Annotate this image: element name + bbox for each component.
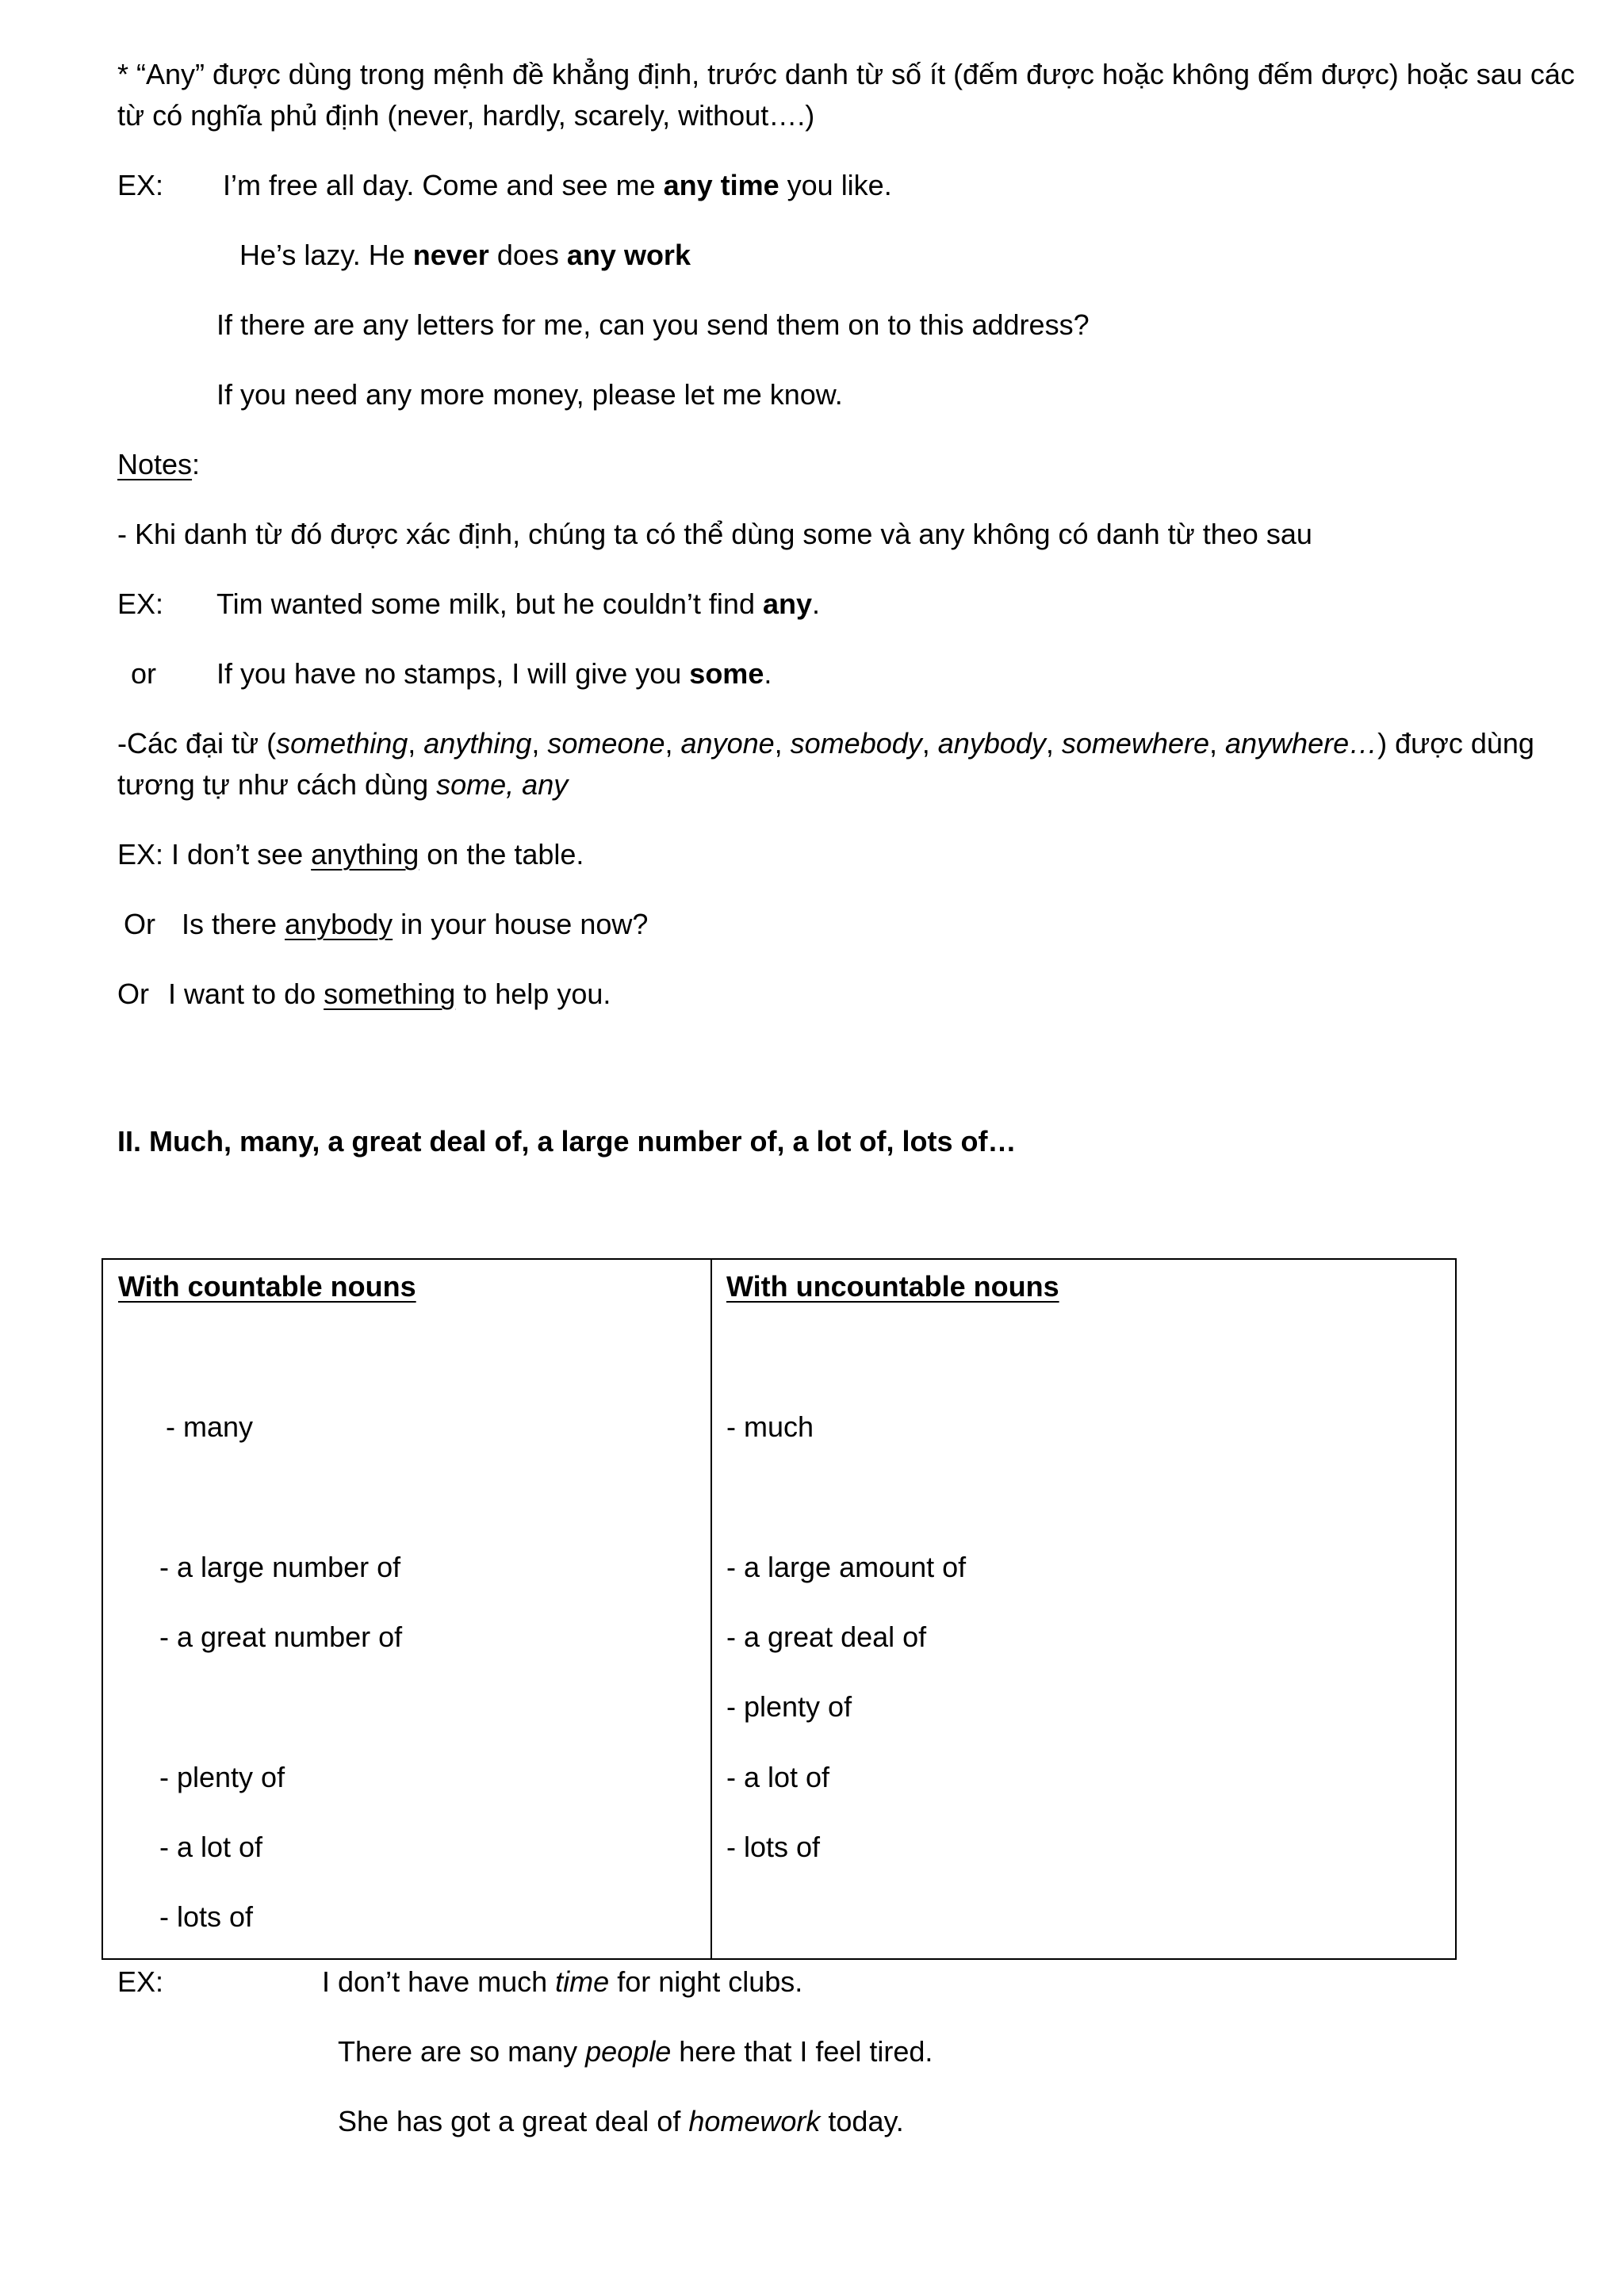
ex-bold: any time xyxy=(663,169,779,201)
uncountable-item: - lots of xyxy=(726,1831,821,1863)
note-example-1 xyxy=(216,584,820,625)
note-example-5-label xyxy=(117,974,149,1015)
pronoun-item: anything xyxy=(423,727,532,760)
note-text: tương tự như cách dùng xyxy=(117,768,437,801)
countable-item: - plenty of xyxy=(159,1761,285,1793)
uncountable-item: - a lot of xyxy=(726,1761,830,1793)
pronoun-item: somebody xyxy=(790,727,922,760)
quantifier-table xyxy=(102,1258,1457,1960)
note-text: -Các đại từ ( xyxy=(117,727,277,760)
ex-text: I want to do xyxy=(168,978,324,1010)
pronoun-item: anybody xyxy=(937,727,1046,760)
uncountable-header: With uncountable nouns xyxy=(726,1270,1059,1303)
intro-text-1: * “Any” được dùng trong mệnh đề khẳng định, trước danh từ số ít (đếm được hoặc không đếm được) hoặc sau các xyxy=(117,58,1575,90)
section-2-heading xyxy=(117,1121,1017,1162)
note-1 xyxy=(117,514,1312,555)
pronoun-item: anywhere… xyxy=(1225,727,1378,760)
or-label: or xyxy=(131,657,157,690)
notes-heading xyxy=(117,444,200,485)
uncountable-item: - plenty of xyxy=(726,1690,852,1723)
ex-text: you like. xyxy=(779,169,892,201)
pronoun-separator: , xyxy=(665,727,681,760)
ex-text: to help you. xyxy=(455,978,611,1010)
pronoun-separator: , xyxy=(774,727,791,760)
ex-italic: time xyxy=(555,1965,610,1998)
ex-underlined: something xyxy=(324,978,456,1010)
or-label: Or xyxy=(117,978,149,1010)
ex-bold: any xyxy=(762,587,813,620)
uncountable-column xyxy=(711,1259,1456,1959)
note-2-line-1 xyxy=(117,723,1534,764)
or-label: Or xyxy=(124,908,155,940)
ex-label: EX: xyxy=(117,587,164,620)
countable-item: - a large number of xyxy=(159,1551,401,1583)
note-ex-label xyxy=(117,584,163,625)
ex-underlined: anything xyxy=(311,838,419,871)
note-text: ) được dùng xyxy=(1377,727,1534,760)
pronoun-separator: , xyxy=(1045,727,1062,760)
ex-text: I’m free all day. Come and see me xyxy=(223,169,664,201)
note-2-line-2 xyxy=(117,764,568,806)
pronoun-separator: , xyxy=(408,727,424,760)
pronoun-separator: , xyxy=(1209,727,1226,760)
example-any-4 xyxy=(216,374,843,415)
much-example-3 xyxy=(338,2101,904,2142)
ex-text: If you have no stamps, I will give you xyxy=(216,657,690,690)
intro-line-2 xyxy=(117,95,814,136)
ex-text: He’s lazy. He xyxy=(239,239,413,271)
note-or-label xyxy=(131,653,156,695)
ex-text: in your house now? xyxy=(393,908,649,940)
uncountable-item: - much xyxy=(726,1410,814,1443)
ex-text: She has got a great deal of xyxy=(338,2105,689,2137)
table-row xyxy=(102,1259,1456,1959)
uncountable-item: - a large amount of xyxy=(726,1551,967,1583)
ex-text: There are so many xyxy=(338,2035,586,2068)
ex-text: today. xyxy=(820,2105,904,2137)
ex-text: does xyxy=(488,239,567,271)
uncountable-item: - a great deal of xyxy=(726,1621,927,1653)
example-any-1 xyxy=(223,165,892,206)
ex-label: EX: xyxy=(117,838,172,871)
ex-text: Tim wanted some milk, but he couldn’t find xyxy=(216,587,763,620)
ex-text: Is there xyxy=(182,908,285,940)
note-example-4 xyxy=(182,904,648,945)
ex-italic: people xyxy=(585,2035,672,2068)
countable-item: - lots of xyxy=(159,1900,254,1933)
pronoun-separator: , xyxy=(921,727,938,760)
much-example-1 xyxy=(322,1961,802,2003)
ex-label: EX: xyxy=(117,169,164,201)
ex-underlined: anybody xyxy=(285,908,393,940)
ex-label: EX: xyxy=(117,1965,164,1998)
pronoun-item: somewhere xyxy=(1061,727,1209,760)
ex-text: If you need any more money, please let me know. xyxy=(216,378,843,411)
ex-text: . xyxy=(812,587,821,620)
countable-item: - a great number of xyxy=(159,1621,403,1653)
notes-label: Notes xyxy=(117,448,193,480)
note-example-5 xyxy=(168,974,611,1015)
pronoun-item: someone xyxy=(547,727,665,760)
notes-colon: : xyxy=(192,448,201,480)
note-example-3 xyxy=(117,834,584,875)
countable-header: With countable nouns xyxy=(118,1270,416,1303)
example-any-3 xyxy=(216,304,1090,346)
ex-text: I don’t see xyxy=(171,838,312,871)
ex-text: on the table. xyxy=(419,838,584,871)
note-example-4-label xyxy=(124,904,155,945)
pronoun-item: something xyxy=(276,727,408,760)
much-example-label xyxy=(117,1961,163,2003)
countable-column xyxy=(102,1259,711,1959)
ex-text: I don’t have much xyxy=(322,1965,556,1998)
pronoun-separator: , xyxy=(531,727,548,760)
example-label xyxy=(117,165,163,206)
example-any-2 xyxy=(239,235,691,276)
intro-line-1 xyxy=(117,54,1575,95)
countable-item: - many xyxy=(166,1410,254,1443)
note-example-2 xyxy=(216,653,772,695)
pronoun-item: anyone xyxy=(680,727,775,760)
ex-bold: never xyxy=(412,239,489,271)
intro-text-2: từ có nghĩa phủ định (never, hardly, scarely, without….) xyxy=(117,99,815,132)
note-text: - Khi danh từ đó được xác định, chúng ta có thể dùng some và any không có danh từ theo sau xyxy=(117,518,1312,550)
ex-text: . xyxy=(764,657,772,690)
ex-bold: some xyxy=(689,657,764,690)
ex-text: here that I feel tired. xyxy=(671,2035,933,2068)
ex-italic: homework xyxy=(688,2105,821,2137)
pronoun-list xyxy=(276,727,1377,760)
countable-item: - a lot of xyxy=(159,1831,263,1863)
ex-text: for night clubs. xyxy=(609,1965,803,1998)
ex-text: If there are any letters for me, can you send them on to this address? xyxy=(216,308,1090,341)
much-example-2 xyxy=(338,2031,933,2072)
section-heading-text: II. Much, many, a great deal of, a large number of, a lot of, lots of… xyxy=(117,1125,1017,1158)
note-italic: some, any xyxy=(436,768,569,801)
ex-bold: any work xyxy=(566,239,691,271)
